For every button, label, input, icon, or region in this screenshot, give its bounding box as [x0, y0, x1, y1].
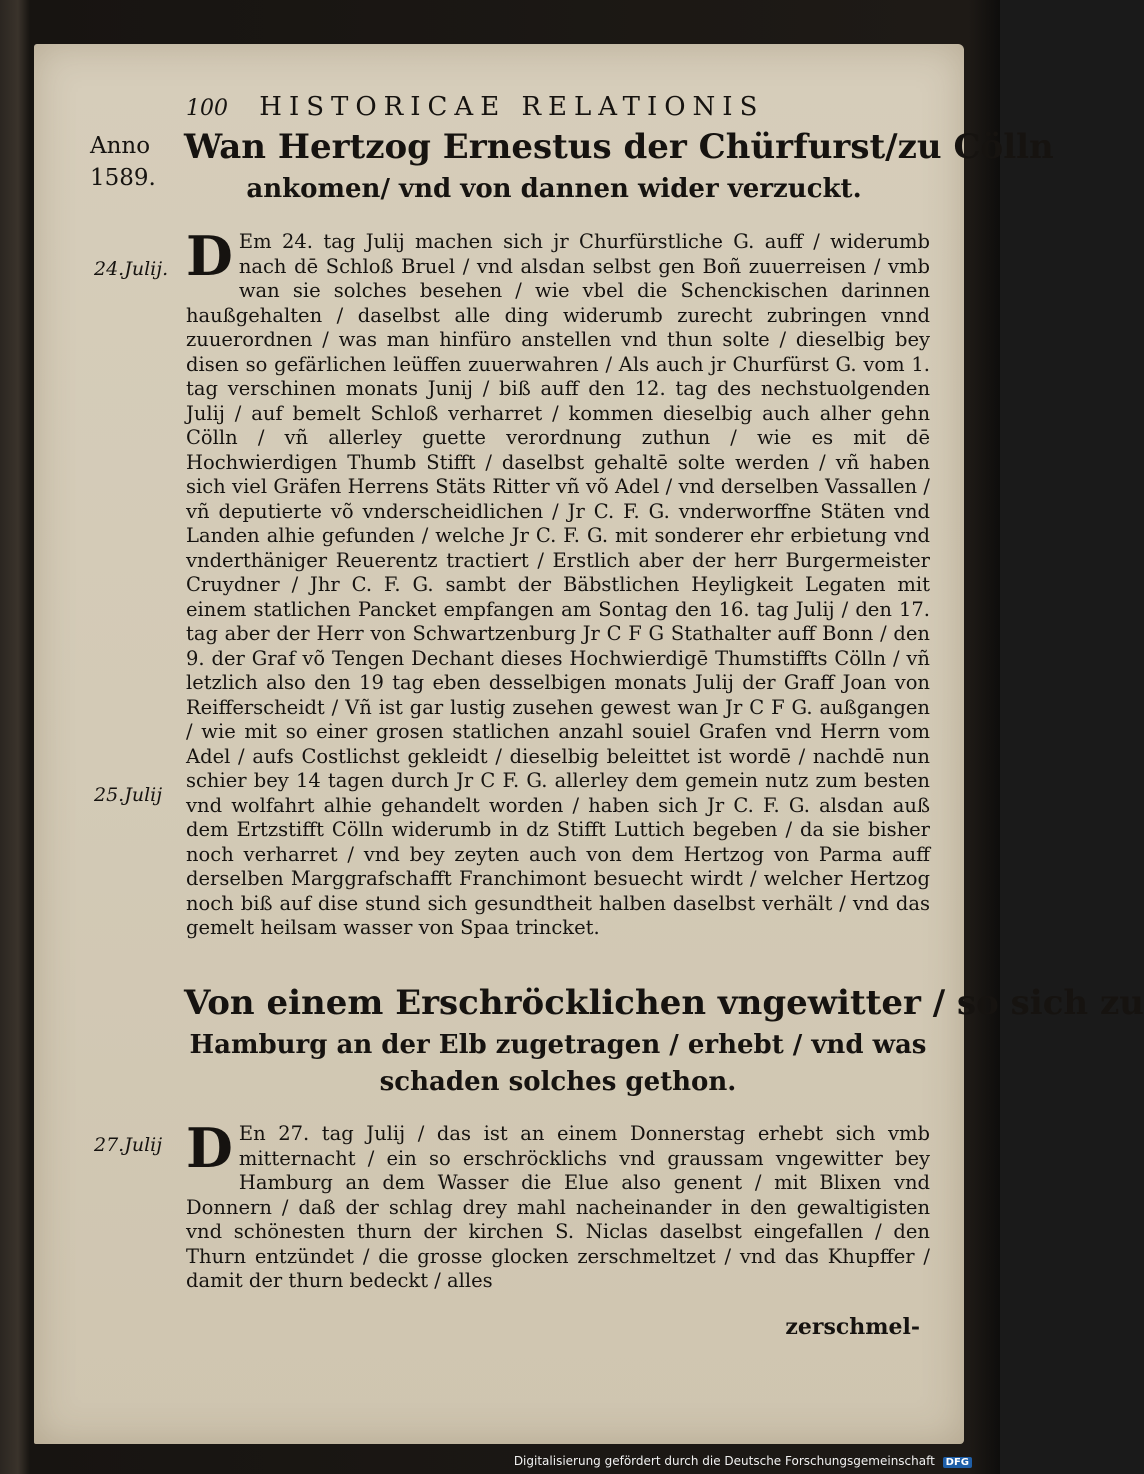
catchword: zerschmel-	[785, 1314, 920, 1340]
section-2-body: En 27. tag Julij / das ist an einem Donnerstag erhebt sich vmb mitternacht / ein so erschröcklichs vnd graussam vngewitter bey Hamburg an dem Wasser die Elue also genent / mit Blixen vnd Donnern / daß der schlag drey mahl nacheinander in den gewaltigisten vnd schönesten thurn der kirchen S. Niclas daselbst eingefallen / den Thurn entzündet / die grosse glocken zerschmeltzet / vnd das Khupffer / damit der thurn bedeckt / alles	[186, 1122, 930, 1292]
section-2-title	[184, 979, 1144, 1101]
running-head: HISTORICAE RELATIONIS	[259, 92, 765, 122]
anno-label: Anno	[90, 133, 151, 159]
initial-letter: D	[186, 224, 233, 288]
title-line-2: ankomen/ vnd von dannen wider verzuckt.	[246, 174, 862, 204]
subtitle-line-3: schaden solches gethon.	[379, 1067, 737, 1097]
footer-text: Digitalisierung gefördert durch die Deutsche Forschungsgemeinschaft	[513, 1454, 935, 1468]
subtitle-line-1: Von einem Erschröcklichen vngewitter / so sich zu	[184, 983, 1144, 1023]
margin-note-date-2: 25.Julij	[94, 784, 163, 806]
page-number: 100	[186, 96, 228, 121]
margin-note-date-1: 24.Julij.	[94, 258, 169, 280]
digitization-footer	[514, 1454, 972, 1468]
chapter-title	[184, 124, 1054, 208]
section-1-text	[186, 224, 930, 941]
anno-block	[90, 130, 170, 194]
section-1-body: Em 24. tag Julij machen sich jr Churfürstliche G. auff / widerumb nach dē Schloß Bruel / vnd alsdan selbst gen Boñ zuuerreisen / vmb wan sie solches besehen / wie vbel die Schenckischen darinnen haußgehalten / daselbst alle ding widerumb zurecht zubringen vnnd zuuerordnen / was man hinfüro anstellen vnd thun solte / dieselbig bey disen so gefärlichen leüffen zuuerwahren / Als auch jr Churfürst G. vom 1. tag verschinen monats Junij / biß auff den 12. tag des nechstuolgenden Julij / auf bemelt Schloß verharret / kommen dieselbig auch alher gehn Cölln / vñ allerley guette verordnung zuthun / wie es mit dē Hochwierdigen Thumb Stifft / daselbst gehaltē solte werden / vñ haben sich viel Gräfen Herrens Stäts Ritter vñ võ Adel / vnd derselben Vassallen / vñ deputierte võ vnderscheidlichen / Jr C. F. G. vnderworffne Stäten vnd Landen alhie gefunden / welche Jr C. F. G. mit sonderer ehr erbietung vnd vnderthäniger Reuerentz tractiert / Erstlich aber der herr Burgermeister Cruydner / Jhr C. F. G. sambt der Bäbstlichen Heyligkeit Legaten mit einem statlichen Pancket empfangen am Sontag den 16. tag Julij / den 17. tag aber der Herr von Schwartzenburg Jr C F G Stathalter auff Bonn / den 9. der Graf võ Tengen Dechant dieses Hochwierdigē Thumstiffts Cölln / vñ letzlich also den 19 tag eben desselbigen monats Julij der Graff Joan von Reifferscheidt / Vñ ist gar lustig zusehen gewest wan Jr C F G. außgangen / wie mit so einer grosen statlichen anzahl souiel Grafen vnd Herrn vom Adel / aufs Costlichst gekleidt / dieselbig beleittet ist wordē / nachdē nun schier bey 14 tagen durch Jr C F. G. allerley dem gemein nutz zum besten vnd wolfahrt alhie gehandelt worden / haben sich Jr C. F. G. alsdan auß dem Ertzstifft Cölln widerumb in dz Stifft Luttich begeben / da sie bisher noch verharret / vnd bey zeyten auch von dem Hertzog von Parma auff derselben Marggrafschafft Franchimont besuecht wirdt / welcher Hertzog noch biß auf dise stund sich gesundtheit halben daselbst verhält / vnd das gemelt heilsam wasser von Spaa trincket.	[186, 230, 930, 939]
anno-year: 1589.	[90, 165, 156, 191]
book-page	[34, 44, 1144, 1444]
title-line-1: Wan Hertzog Ernestus der Chürfurst/zu Cölln	[184, 127, 1054, 167]
running-header	[186, 92, 826, 128]
subtitle-line-2: Hamburg an der Elb zugetragen / erhebt / vnd was	[189, 1030, 927, 1060]
margin-note-date-3: 27.Julij	[94, 1134, 163, 1156]
dfg-logo: DFG	[943, 1457, 972, 1468]
initial-letter: D	[186, 1116, 233, 1180]
section-2-text	[186, 1116, 930, 1294]
